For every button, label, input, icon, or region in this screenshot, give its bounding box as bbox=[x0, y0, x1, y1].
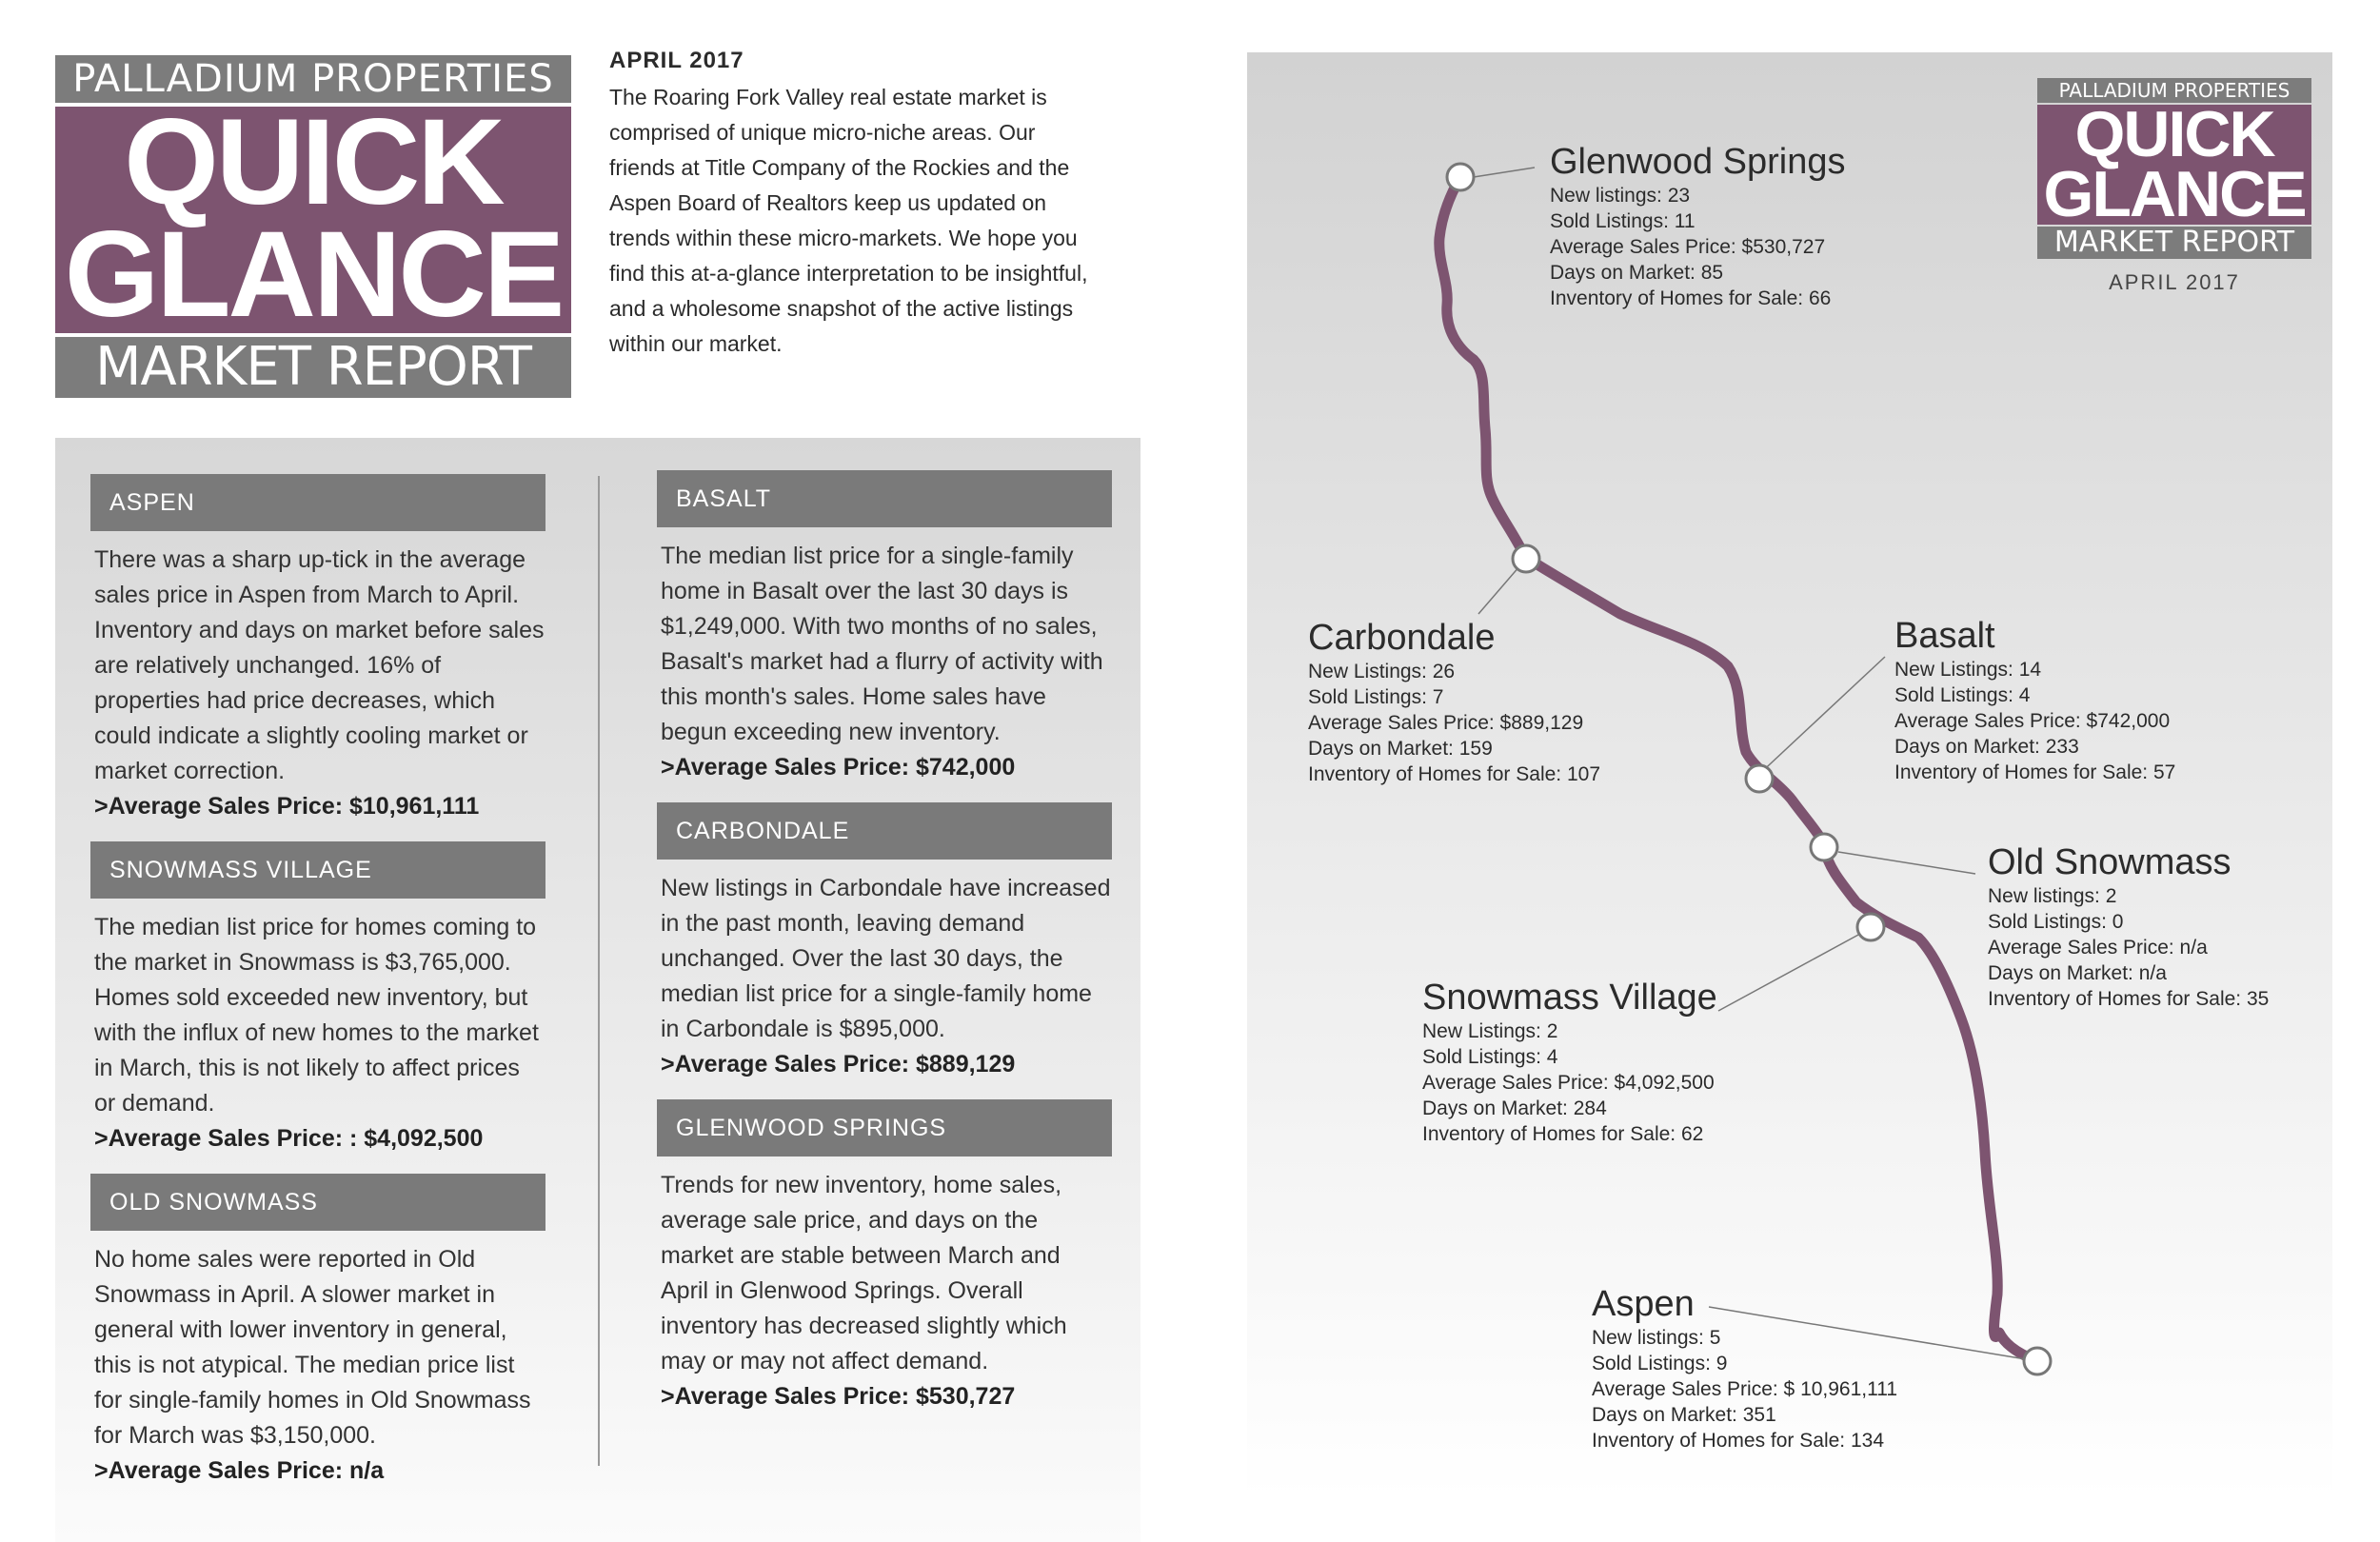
callout-sold-listings: Sold Listings: 0 bbox=[1988, 911, 2124, 933]
callout-average-price: Average Sales Price: $ 10,961,111 bbox=[1592, 1378, 1898, 1400]
callout-days-on-market: Days on Market: 351 bbox=[1592, 1404, 1776, 1426]
map-logo-date: APRIL 2017 bbox=[2109, 270, 2240, 294]
callout-name: Carbondale bbox=[1308, 618, 1496, 658]
callout-snowmass-village bbox=[1422, 977, 1717, 1147]
section-average-price: >Average Sales Price: $889,129 bbox=[661, 1051, 1016, 1077]
callout-basalt bbox=[1894, 615, 2175, 785]
callout-glenwood-springs bbox=[1550, 141, 1846, 311]
callout-days-on-market: Days on Market: 233 bbox=[1894, 736, 2079, 758]
section-header: SNOWMASS VILLAGE bbox=[90, 841, 545, 899]
logo-glance: GLANCE bbox=[64, 207, 563, 333]
callout-days-on-market: Days on Market: 85 bbox=[1550, 262, 1724, 284]
callout-days-on-market: Days on Market: n/a bbox=[1988, 962, 2167, 984]
callout-average-price: Average Sales Price: $742,000 bbox=[1894, 710, 2171, 732]
callout-sold-listings: Sold Listings: 7 bbox=[1308, 686, 1444, 708]
logo-quick: QUICK bbox=[124, 107, 503, 230]
marker-glenwood-springs[interactable] bbox=[1447, 164, 1474, 190]
section-text: The median list price for homes coming to the market in Snowmass is $3,765,000. Homes sold exceeded new inventory, but with the influx of new homes to the market in March, this is not likely to affect prices or demand. bbox=[94, 914, 539, 1117]
section-average-price: >Average Sales Price: $10,961,111 bbox=[94, 793, 480, 820]
callout-sold-listings: Sold Listings: 11 bbox=[1550, 210, 1696, 232]
callout-name: Old Snowmass bbox=[1988, 842, 2231, 882]
callout-name: Snowmass Village bbox=[1422, 978, 1717, 1018]
callout-aspen bbox=[1592, 1283, 1897, 1453]
section-header: BASALT bbox=[657, 470, 1112, 527]
section-header: OLD SNOWMASS bbox=[90, 1174, 545, 1231]
section-average-price: >Average Sales Price: n/a bbox=[94, 1457, 385, 1484]
callout-average-price: Average Sales Price: n/a bbox=[1988, 937, 2208, 959]
callout-average-price: Average Sales Price: $530,727 bbox=[1550, 236, 1826, 258]
callout-inventory: Inventory of Homes for Sale: 107 bbox=[1308, 763, 1600, 785]
callout-inventory: Inventory of Homes for Sale: 57 bbox=[1894, 761, 2176, 783]
callout-new-listings: New Listings: 26 bbox=[1308, 661, 1456, 682]
callout-sold-listings: Sold Listings: 4 bbox=[1422, 1046, 1558, 1068]
callout-name: Glenwood Springs bbox=[1550, 142, 1846, 182]
callout-new-listings: New listings: 5 bbox=[1592, 1327, 1721, 1349]
logo-market-report: MARKET REPORT bbox=[55, 337, 571, 398]
map-logo bbox=[2037, 78, 2311, 295]
callout-new-listings: New listings: 2 bbox=[1988, 885, 2117, 907]
callout-name: Basalt bbox=[1894, 616, 1995, 656]
leader-glenwood bbox=[1474, 168, 1535, 177]
callout-sold-listings: Sold Listings: 4 bbox=[1894, 684, 2031, 706]
section-header: GLENWOOD SPRINGS bbox=[657, 1099, 1112, 1156]
callout-sold-listings: Sold Listings: 9 bbox=[1592, 1353, 1728, 1374]
section-text: The median list price for a single-family home in Basalt over the last 30 days is $1,249,000. With two months of no sales, Basalt's market had a flurry of activity with this month's sales. Home sales have begun exceeding new inventory. bbox=[661, 543, 1103, 745]
map-logo-glance: GLANCE bbox=[2043, 158, 2306, 225]
map-logo-title-block bbox=[2037, 105, 2311, 225]
leader-snowmass bbox=[1718, 928, 1871, 1011]
callout-average-price: Average Sales Price: $4,092,500 bbox=[1422, 1072, 1715, 1094]
intro-date: APRIL 2017 bbox=[609, 48, 744, 73]
section-text: No home sales were reported in Old Snowmass in April. A slower market in general with lower inventory in general, this is not atypical. The median price list for single-family homes in Old Snowmass for March was $3,150,000. bbox=[94, 1246, 531, 1449]
marker-carbondale[interactable] bbox=[1513, 545, 1539, 572]
callout-inventory: Inventory of Homes for Sale: 66 bbox=[1550, 287, 1832, 309]
leader-old-snowmass bbox=[1838, 852, 1975, 874]
callout-name: Aspen bbox=[1592, 1284, 1695, 1324]
map-logo-company: PALLADIUM PROPERTIES bbox=[2037, 78, 2311, 103]
callout-old-snowmass bbox=[1988, 841, 2269, 1012]
callout-days-on-market: Days on Market: 159 bbox=[1308, 738, 1493, 760]
section-average-price: >Average Sales Price: : $4,092,500 bbox=[94, 1125, 484, 1152]
callout-carbondale bbox=[1308, 617, 1600, 787]
section-average-price: >Average Sales Price: $530,727 bbox=[661, 1383, 1016, 1410]
callout-days-on-market: Days on Market: 284 bbox=[1422, 1097, 1607, 1119]
intro-text: The Roaring Fork Valley real estate market is comprised of unique micro-niche areas. Our friends at Title Company of the Rockies and the Aspen Board of Realtors keep us updated on trends within these micro-markets. We hope you find this at-a-glance interpretation to be insightful, and a wholesome snapshot of the active listings within our market. bbox=[609, 85, 1088, 356]
map-logo-market-report: MARKET REPORT bbox=[2037, 227, 2311, 259]
callout-average-price: Average Sales Price: $889,129 bbox=[1308, 712, 1584, 734]
callout-new-listings: New listings: 23 bbox=[1550, 185, 1691, 207]
callout-new-listings: New Listings: 14 bbox=[1894, 659, 2042, 681]
callout-inventory: Inventory of Homes for Sale: 35 bbox=[1988, 988, 2270, 1010]
callout-new-listings: New Listings: 2 bbox=[1422, 1020, 1558, 1042]
marker-old-snowmass[interactable] bbox=[1811, 834, 1837, 860]
section-header: ASPEN bbox=[90, 474, 545, 531]
marker-aspen[interactable] bbox=[2024, 1348, 2051, 1374]
marker-snowmass-village[interactable] bbox=[1857, 914, 1884, 940]
section-text: There was a sharp up-tick in the average sales price in Aspen from March to April. Inventory and days on market before sales are relatively unchanged. 16% of properties had price decreases, which could indicate a slightly cooling market or market correction. bbox=[94, 546, 545, 784]
leader-basalt bbox=[1755, 657, 1885, 778]
section-text: New listings in Carbondale have increased in the past month, leaving demand unchanged. Over the last 30 days, the median list price for a single-family home in Carbondale is $895,000. bbox=[661, 875, 1111, 1042]
marker-basalt[interactable] bbox=[1746, 765, 1773, 792]
section-average-price: >Average Sales Price: $742,000 bbox=[661, 754, 1016, 781]
logo-company: PALLADIUM PROPERTIES bbox=[55, 55, 571, 103]
callout-inventory: Inventory of Homes for Sale: 62 bbox=[1422, 1123, 1704, 1145]
section-header: CARBONDALE bbox=[657, 802, 1112, 860]
callout-inventory: Inventory of Homes for Sale: 134 bbox=[1592, 1430, 1884, 1452]
section-text: Trends for new inventory, home sales, average sale price, and days on the market are stable between March and April in Glenwood Springs. Overall inventory has decreased slightly which may or may not affect demand. bbox=[661, 1172, 1067, 1374]
map-logo-quick: QUICK bbox=[2074, 105, 2274, 170]
